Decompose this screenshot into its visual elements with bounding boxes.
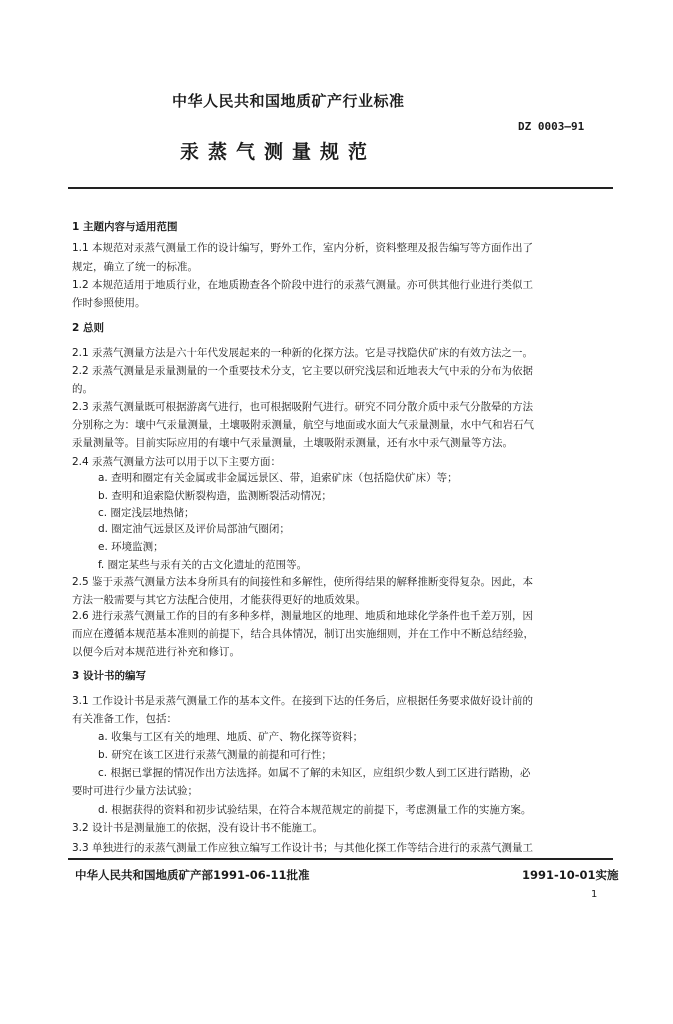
text-line: 作时参照使用。 [72, 297, 146, 309]
section-heading: 2 总则 [72, 322, 104, 334]
text-line: 有关准备工作，包括： [72, 713, 177, 725]
text-line: c. 根据已掌握的情况作出方法选择。如属不了解的未知区，应组织少数人到工区进行踏勘，必 [98, 767, 531, 779]
text-line: d. 根据获得的资料和初步试验结果，在符合本规范规定的前提下，考虑测量工作的实施方案。 [98, 804, 532, 816]
section-heading: 3 设计书的编写 [72, 670, 146, 682]
text-line: 3.1 工作设计书是汞蒸气测量工作的基本文件。在接到下达的任务后，应根据任务要求做好设计前的 [72, 695, 534, 707]
text-line: 2.2 汞蒸气测量是汞量测量的一个重要技术分支，它主要以研究浅层和近地表大气中汞的分布为依据 [72, 365, 534, 377]
footer-divider [68, 858, 613, 860]
text-line: 2.6 进行汞蒸气测量工作的目的有多种多样，测量地区的地理、地质和地球化学条件也千差万别，因 [72, 610, 534, 622]
implementation-date: 1991-10-01实施 [522, 868, 619, 882]
issuing-organization: 中华人民共和国地质矿产行业标准 [172, 92, 405, 110]
text-line: 以便今后对本规范进行补充和修订。 [72, 646, 240, 658]
text-line: 2.3 汞蒸气测量既可根据游离气进行，也可根据吸附气进行。研究不同分散介质中汞气分散晕的方法 [72, 401, 534, 413]
text-line: a. 查明和圈定有关金属或非金属远景区、带，追索矿床（包括隐伏矿床）等； [98, 472, 458, 484]
text-line: b. 查明和追索隐伏断裂构造，监测断裂活动情况； [98, 490, 332, 502]
text-line: 2.4 汞蒸气测量方法可以用于以下主要方面： [72, 456, 282, 468]
page-number: 1 [591, 889, 598, 900]
text-line: e. 环境监测； [98, 541, 164, 553]
text-line: 而应在遵循本规范基本准则的前提下，结合具体情况，制订出实施细则，并在工作中不断总结经验， [72, 628, 534, 640]
text-line: 2.1 汞蒸气测量方法是六十年代发展起来的一种新的化探方法。它是寻找隐伏矿床的有效方法之一。 [72, 347, 534, 359]
standard-code: DZ 0003—91 [518, 120, 585, 133]
text-line: 方法一般需要与其它方法配合使用，才能获得更好的地质效果。 [72, 594, 366, 606]
approval-note: 中华人民共和国地质矿产部1991-06-11批准 [75, 868, 310, 882]
text-line: d. 圈定油气远景区及评价局部油气圈闭； [98, 523, 290, 535]
document-title: 汞蒸气测量规范 [180, 141, 377, 163]
text-line: 分别称之为：壤中气汞量测量，土壤吸附汞测量，航空与地面或水面大气汞量测量，水中气和岩石气 [72, 419, 534, 431]
section-heading: 1 主题内容与适用范围 [72, 221, 178, 233]
text-line: 3.3 单独进行的汞蒸气测量工作应独立编写工作设计书；与其他化探工作等结合进行的汞蒸气测量工 [72, 842, 534, 854]
text-line: 1.2 本规范适用于地质行业，在地质勘查各个阶段中进行的汞蒸气测量。亦可供其他行业进行类似工 [72, 279, 534, 291]
text-line: b. 研究在该工区进行汞蒸气测量的前提和可行性； [98, 749, 332, 761]
text-line: 2.5 鉴于汞蒸气测量方法本身所具有的间接性和多解性，使所得结果的解释推断变得复杂。因此，本 [72, 576, 534, 588]
text-line: 要时可进行少量方法试验； [72, 785, 198, 797]
text-line: 汞量测量等。目前实际应用的有壤中气汞量测量，土壤吸附汞测量，还有水中汞气测量等方法。 [72, 437, 513, 449]
text-line: 的。 [72, 383, 93, 395]
text-line: f. 圈定某些与汞有关的古文化遗址的范围等。 [98, 559, 308, 571]
text-line: c. 圈定浅层地热储； [98, 507, 195, 519]
text-line: 1.1 本规范对汞蒸气测量工作的设计编写，野外工作，室内分析，资料整理及报告编写等方面作出了 [72, 242, 534, 254]
text-line: a. 收集与工区有关的地理、地质、矿产、物化探等资料； [98, 731, 364, 743]
text-line: 规定，确立了统一的标准。 [72, 261, 198, 273]
header-divider [68, 187, 613, 189]
text-line: 3.2 设计书是测量施工的依据，没有设计书不能施工。 [72, 822, 324, 834]
